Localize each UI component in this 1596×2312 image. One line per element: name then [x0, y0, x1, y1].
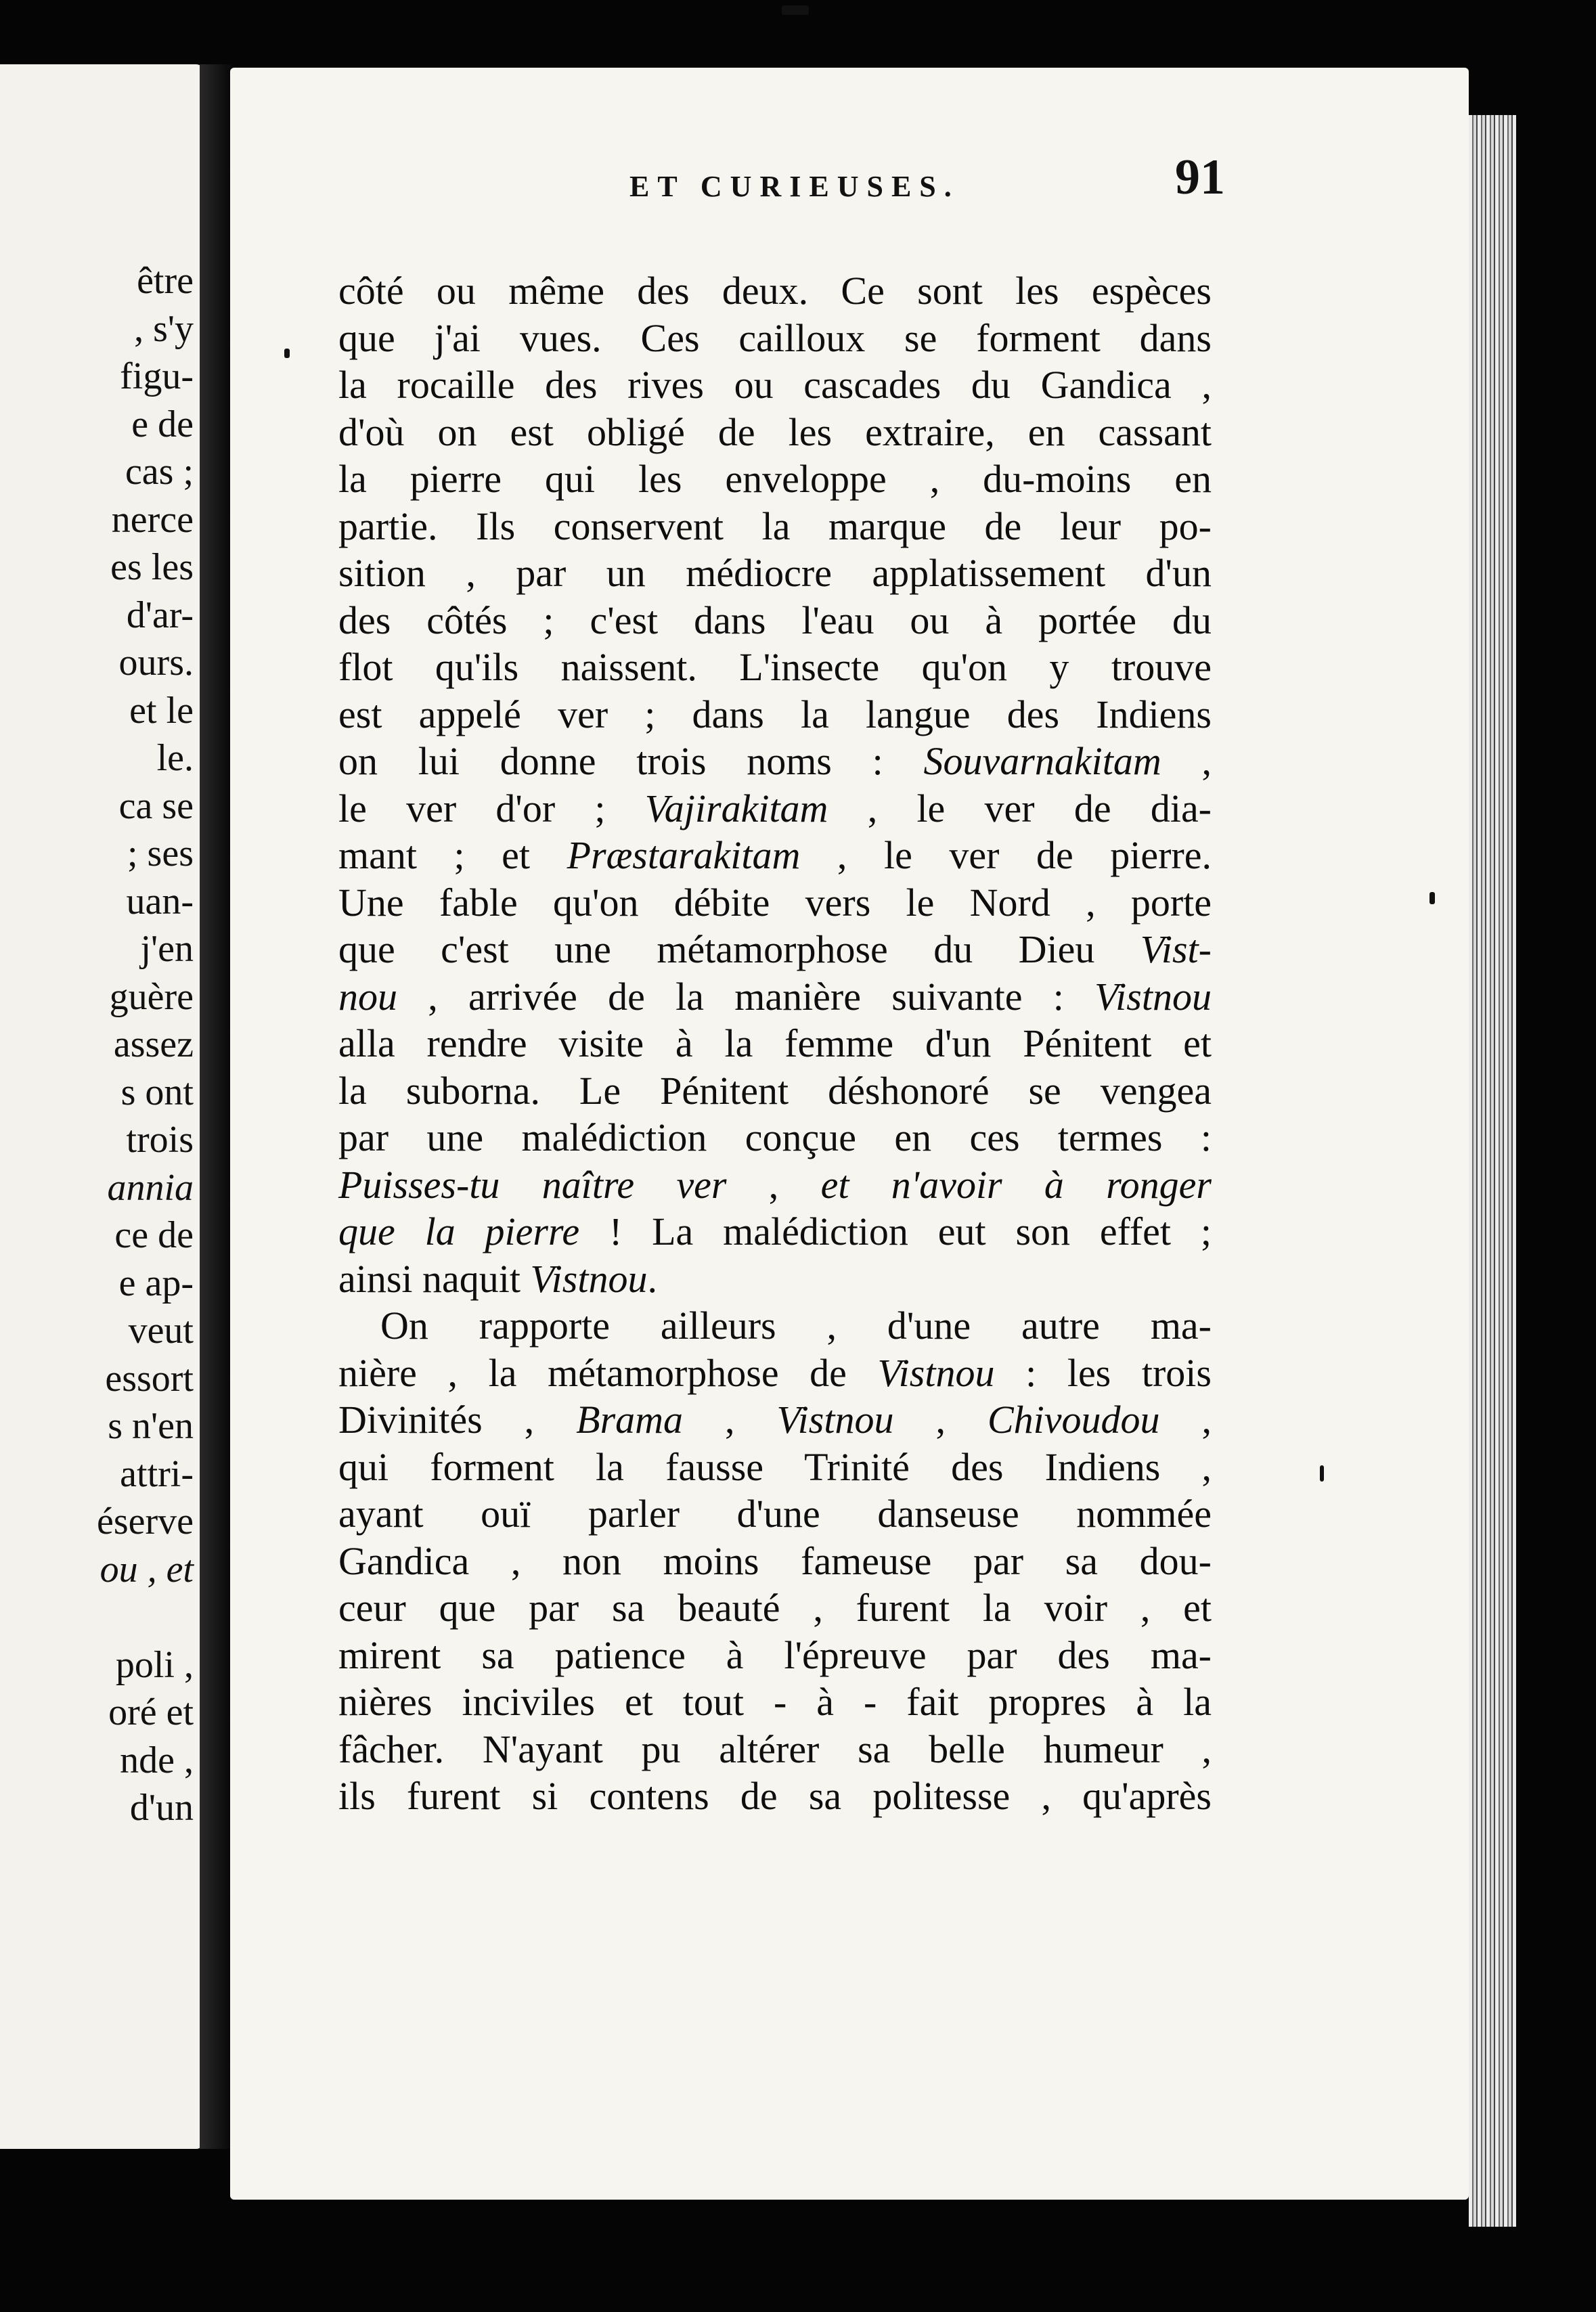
text-line	[338, 1726, 1212, 1773]
text-run: mant ; et	[338, 833, 567, 877]
left-page-fragment	[0, 64, 203, 2149]
text-line	[338, 1538, 1212, 1585]
left-page-line: d'un	[129, 1787, 194, 1829]
left-page-line: trois	[126, 1119, 194, 1161]
italic-text: Chivoudou	[987, 1398, 1160, 1442]
text-run: que j'ai vues. Ces cailloux se forment dans	[338, 315, 1212, 360]
italic-text: Vistnou	[1094, 974, 1212, 1019]
text-run: la rocaille des rives ou cascades du Gandica ,	[338, 363, 1212, 407]
text-run: d'où on est obligé de les extraire, en cassant	[338, 409, 1212, 454]
text-line	[338, 409, 1212, 456]
left-page-line: es les	[110, 546, 194, 588]
text-run: nières inciviles et tout - à - fait propres à la	[338, 1680, 1212, 1724]
italic-text: Præstarakitam	[567, 833, 801, 877]
page-edges	[1469, 115, 1516, 2227]
text-run: est appelé ver ; dans la langue des Indiens	[338, 692, 1212, 736]
left-page-line: ca se	[118, 784, 194, 827]
body-text	[338, 267, 1212, 1820]
text-line	[338, 1161, 1212, 1209]
text-run: , arrivée de la manière suivante :	[397, 974, 1095, 1019]
left-page-line: essort	[105, 1357, 194, 1400]
text-line	[338, 597, 1212, 644]
text-run: alla rendre visite à la femme d'un Pénitent et	[338, 1021, 1212, 1065]
text-run: nière , la métamorphose de	[338, 1350, 878, 1395]
text-line	[338, 267, 1212, 315]
text-run: .	[647, 1256, 657, 1301]
text-run: des côtés ; c'est dans l'eau ou à portée du	[338, 598, 1212, 642]
italic-text: nou	[338, 974, 397, 1019]
text-line	[338, 644, 1212, 691]
text-line	[338, 691, 1212, 738]
italic-text: Vist-	[1140, 927, 1212, 971]
left-page-line: uan-	[126, 880, 194, 922]
text-line	[338, 1020, 1212, 1067]
running-head: ET CURIEUSES.	[629, 170, 960, 203]
text-line	[338, 1302, 1212, 1350]
left-page-line: éserve	[96, 1500, 194, 1542]
text-run: ,	[1159, 1398, 1212, 1442]
text-run: mirent sa patience à l'épreuve par des ma-	[338, 1632, 1212, 1677]
page-number: 91	[1175, 150, 1225, 205]
text-line	[338, 1114, 1212, 1161]
italic-text: que la pierre	[338, 1209, 580, 1253]
text-line	[338, 361, 1212, 409]
text-run: ceur que par sa beauté , furent la voir , et	[338, 1586, 1212, 1630]
text-run: par une malédiction conçue en ces termes :	[338, 1115, 1212, 1159]
text-run: Une fable qu'on débite vers le Nord , porte	[338, 880, 1212, 925]
text-run: partie. Ils conservent la marque de leur po-	[338, 504, 1212, 548]
text-run: ,	[726, 1162, 821, 1207]
print-speck	[284, 349, 290, 358]
text-run: Gandica , non moins fameuse par sa dou-	[338, 1538, 1212, 1583]
text-run: On rapporte ailleurs , d'une autre ma-	[380, 1304, 1212, 1348]
text-line	[338, 832, 1212, 879]
left-page-line: s ont	[120, 1071, 194, 1113]
print-speck	[1429, 892, 1435, 904]
text-line	[338, 879, 1212, 927]
left-page-line: ours.	[118, 642, 194, 684]
text-run: , le ver de pierre.	[800, 833, 1212, 877]
text-line	[338, 1444, 1212, 1491]
text-run: sition , par un médiocre applatissement d'un	[338, 551, 1212, 595]
text-line	[338, 550, 1212, 597]
text-run: ,	[893, 1398, 988, 1442]
print-speck	[782, 5, 809, 15]
left-page-line: figu-	[120, 355, 194, 397]
left-page-line: s n'en	[108, 1405, 194, 1447]
text-line	[338, 315, 1212, 362]
text-line	[338, 503, 1212, 550]
text-line	[338, 1584, 1212, 1632]
text-run: on lui donne trois noms :	[338, 739, 924, 783]
italic-text: Vajirakitam	[644, 786, 828, 830]
left-page-line: nde ,	[120, 1739, 194, 1781]
text-run: ainsi naquit	[338, 1256, 531, 1301]
text-run: ,	[683, 1398, 777, 1442]
left-page-line: nerce	[111, 498, 194, 541]
left-page-line: cas ;	[125, 451, 194, 493]
text-line	[338, 738, 1212, 785]
text-run: ayant ouï parler d'une danseuse nommée	[338, 1492, 1212, 1536]
left-page-line: guère	[109, 975, 194, 1018]
text-run: ! La malédiction eut son effet ;	[579, 1209, 1212, 1253]
left-page-line: e de	[131, 403, 194, 445]
text-run: le ver d'or ;	[338, 786, 645, 830]
text-run: ils furent si contens de sa politesse , qu'après	[338, 1774, 1212, 1818]
text-run: : les trois	[994, 1350, 1212, 1395]
italic-text: Vistnou	[530, 1256, 648, 1301]
text-line	[338, 785, 1212, 832]
italic-text: Souvarnakitam	[923, 739, 1161, 783]
text-line	[338, 973, 1212, 1021]
left-page-line: attri-	[120, 1452, 194, 1495]
page-header	[399, 150, 1225, 242]
text-run: ,	[1161, 739, 1212, 783]
text-run: que c'est une métamorphose du Dieu	[338, 927, 1140, 971]
left-page-line: annia	[107, 1166, 194, 1209]
left-page-line: ou , et	[99, 1548, 194, 1591]
text-run: Divinités ,	[338, 1398, 577, 1442]
text-line	[338, 1067, 1212, 1115]
left-page-line: ce de	[114, 1214, 194, 1256]
left-page-line: assez	[113, 1023, 194, 1065]
text-run: flot qu'ils naissent. L'insecte qu'on y trouve	[338, 645, 1212, 689]
text-line	[338, 1255, 1212, 1303]
left-page-line: le.	[156, 737, 194, 779]
left-page-line: j'en	[140, 928, 194, 970]
left-page-line: être	[137, 260, 194, 302]
text-run: côté ou même des deux. Ce sont les espèces	[338, 269, 1212, 313]
text-line	[338, 1773, 1212, 1820]
print-speck	[1320, 1465, 1324, 1482]
text-line	[338, 1490, 1212, 1538]
italic-text: et n'avoir à ronger	[820, 1162, 1212, 1207]
left-page-line: ; ses	[127, 832, 194, 874]
italic-text: Vistnou	[776, 1398, 894, 1442]
text-line	[338, 1396, 1212, 1444]
left-page-line: poli ,	[115, 1643, 194, 1686]
text-line	[338, 926, 1212, 973]
text-run: qui forment la fausse Trinité des Indiens ,	[338, 1444, 1212, 1489]
left-page-line: oré et	[108, 1691, 194, 1733]
text-run: , le ver de dia-	[828, 786, 1212, 830]
text-line	[338, 1679, 1212, 1726]
italic-text: Brama	[576, 1398, 684, 1442]
text-run: la suborna. Le Pénitent déshonoré se vengea	[338, 1068, 1212, 1113]
left-page-line: et le	[129, 689, 194, 732]
left-page-line: veut	[128, 1310, 194, 1352]
text-line	[338, 455, 1212, 503]
book-gutter	[200, 64, 234, 2149]
left-page-line: d'ar-	[126, 594, 194, 636]
text-line	[338, 1208, 1212, 1255]
text-run: fâcher. N'ayant pu altérer sa belle humeur ,	[338, 1727, 1212, 1771]
left-page-line: , s'y	[134, 307, 194, 350]
text-line	[338, 1350, 1212, 1397]
italic-text: Puisses-tu naître ver	[338, 1162, 727, 1207]
text-run: la pierre qui les enveloppe , du-moins en	[338, 457, 1212, 501]
left-page-line: e ap-	[118, 1262, 194, 1304]
italic-text: Vistnou	[877, 1350, 995, 1395]
text-line	[338, 1632, 1212, 1679]
